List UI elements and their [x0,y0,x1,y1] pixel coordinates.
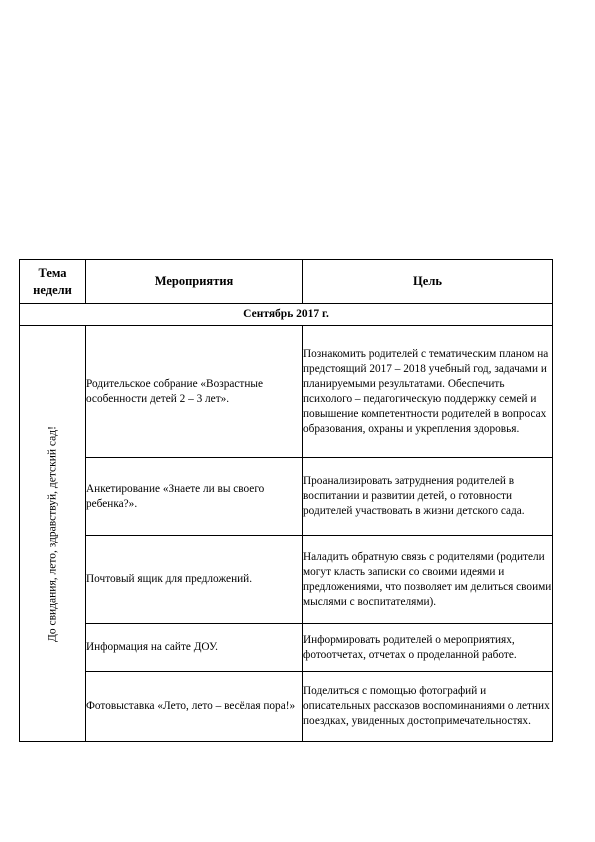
theme-cell [20,326,86,742]
table-row [20,326,553,458]
event-cell: Родительское собрание «Возрастные особенности детей 2 – 3 лет». [86,326,303,458]
event-cell: Фотовыставка «Лето, лето – весёлая пора!» [86,672,303,742]
header-events: Мероприятия [86,260,303,304]
goal-cell: Проанализировать затруднения родителей в воспитании и развитии детей, о готовности родителей участвовать в жизни детского сада. [303,458,553,536]
activity-plan-table [19,259,553,742]
table-row [20,536,553,624]
month-row [20,304,553,326]
event-cell: Информация на сайте ДОУ. [86,624,303,672]
header-theme: Тема недели [20,260,86,304]
table-row [20,672,553,742]
table-header-row [20,260,553,304]
event-cell: Анкетирование «Знаете ли вы своего ребенка?». [86,458,303,536]
table-row [20,458,553,536]
goal-cell: Познакомить родителей с тематическим планом на предстоящий 2017 – 2018 учебный год, задачами и планируемыми результатами. Обеспечить психолого – педагогическую поддержку семей и повышение компетентности родителей в вопросах образования, охраны и укрепления здоровья. [303,326,553,458]
month-label: Сентябрь 2017 г. [20,304,553,326]
table-row [20,624,553,672]
goal-cell: Поделиться с помощью фотографий и описательных рассказов воспоминаниями о летних поездках, увиденных достопримечательностях. [303,672,553,742]
event-cell: Почтовый ящик для предложений. [86,536,303,624]
header-goal: Цель [303,260,553,304]
theme-label: До свидания, лето, здравствуй, детский сад! [46,425,58,642]
goal-cell: Информировать родителей о мероприятиях, фотоотчетах, отчетах о проделанной работе. [303,624,553,672]
goal-cell: Наладить обратную связь с родителями (родители могут класть записки со своими идеями и предложениями, что позволяет им делиться своими мыслями с воспитателями). [303,536,553,624]
